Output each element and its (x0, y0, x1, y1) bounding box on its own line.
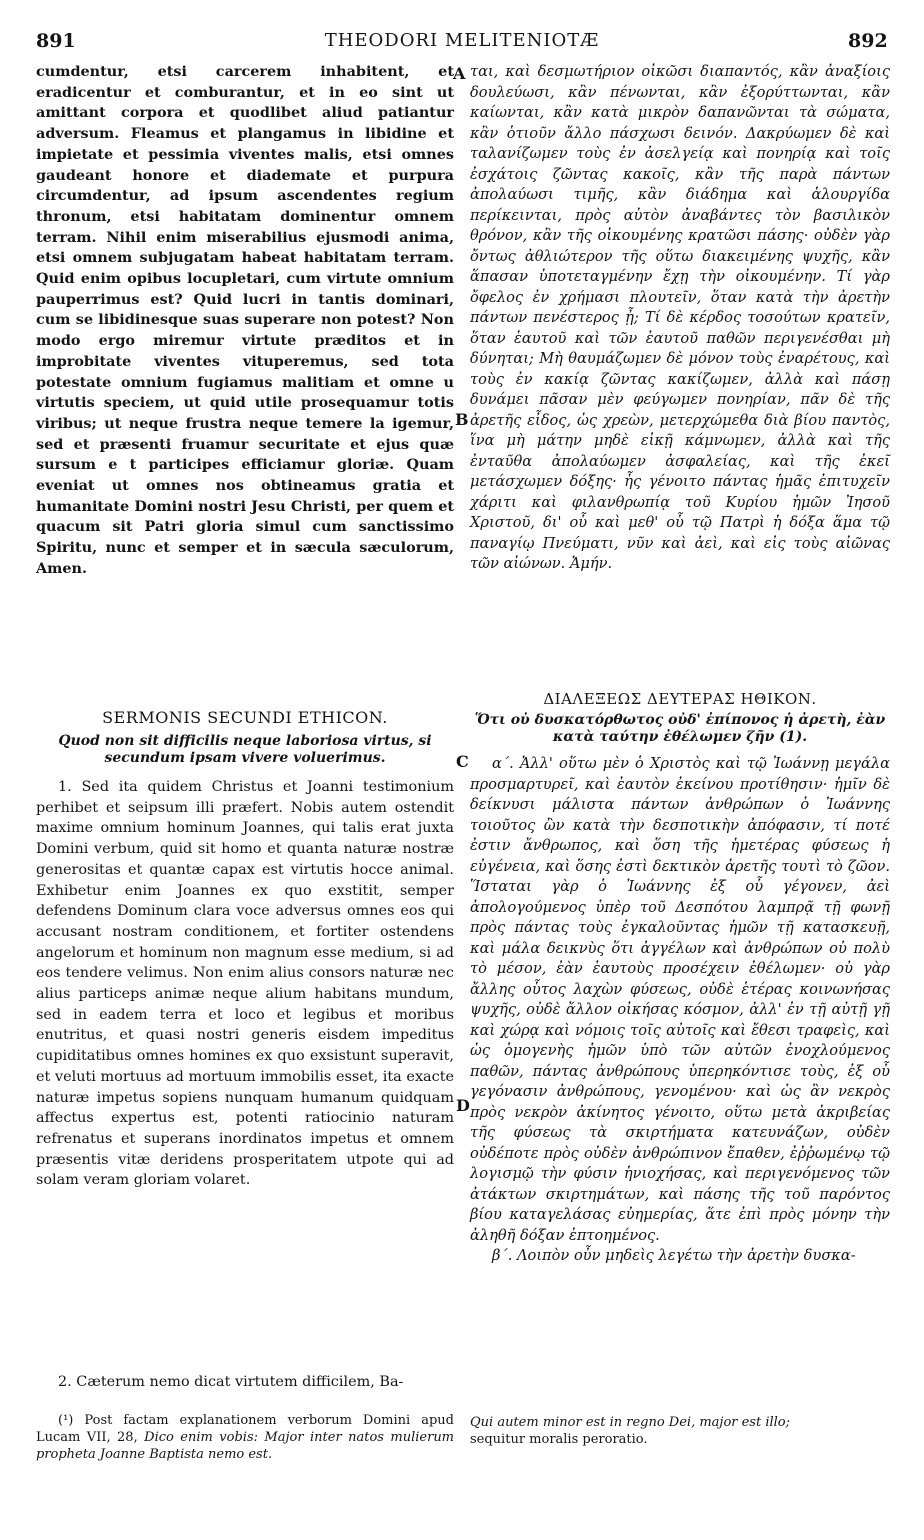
latin-paragraph-2: 2. Cæterum nemo dicat virtutem difficilem, Ba- (58, 1374, 404, 1390)
greek-paragraph-1: α΄. Ἀλλ' οὕτω μὲν ὁ Χριστὸς καὶ τῷ Ἰωάννῃ μεγάλα προσμαρτυρεῖ, καὶ ἑαυτὸν ἐκείνου προτίθησιν· ἡμῖν δὲ δείκνυσι μάλιστα πάντων ἀνθρώπων ὁ Ἰωάννης τοιοῦτος ὢν κατὰ τὴν δεσποτικὴν ἀπόφασιν, τί ποτέ ἐστιν ἄνθρωπος, καὶ ὅση τῆς ἡμετέρας φύσεως ἡ εὐγένεια, καὶ ὅσης ἐστὶ δεκτικὸν ἀρετῆς τουτὶ τὸ ζῶον. Ἵσταται γὰρ ὁ Ἰωάννης ἐξ οὗ γέγονεν, ἀεὶ ἀπολογούμενος ὑπὲρ τοῦ Δεσπότου λαμπρᾷ τῇ φωνῇ πρὸς πάντας τοὺς ἐγκαλοῦντας ἡμῶν τῇ κατασκευῇ, καὶ μάλα δεικνὺς ὅτι ἀγγέλων καὶ ἀνθρώπων οὐ πολὺ τὸ μέσον, ἐὰν ἑαυτοὺς προσέχειν ἐθέλωμεν· οὐ γὰρ ἄλλης οὗτος λαχὼν φύσεως, οὐδὲ ἑτέρας κοινωνήσας ψυχῆς, οὐδὲ ἄλλον οἰκήσας κόσμον, ἀλλ' ἐν τῇ αὐτῇ γῇ καὶ χώρᾳ καὶ νόμοις τοῖς αὐτοῖς καὶ ἔθεσι τραφεὶς, καὶ ὡς ὁμογενὴς ἡμῶν ὑπὸ τῶν αὐτῶν ἐνοχλούμενος παθῶν, πάντας ἀνθρώπους ὑπερηκόντισε τοὺς, ἐξ οὗ γεγόνασιν ἀνθρώπους, γενομένου· καὶ ὡς ἂν νεκρὸς πρὸς νεκρὸν ἀκίνητος γένοιτο, οὕτω μετὰ ἀκριβείας τῆς φύσεως τὰ σκιρτήματα κατευνάζων, οὐδὲν οὐδέποτε πρὸς οὐδὲν ἀνθρώπινον ἔπαθεν, ἐῤῥωμένῳ τῷ λογισμῷ τὴν φύσιν ἡνιοχήσας, καὶ περιγενόμενος τῶν ἀτάκτων σκιρτημάτων, καὶ πάσης τῆς τοῦ παρόντος βίου καταγελάσας εὐημερίας, ἅτε ἐπὶ πρὸς μόνην τὴν ἀληθῆ δόξαν ἐπτοημένος. (470, 755, 890, 1244)
greek-footnote-line-2: sequitur moralis peroratio. (470, 1432, 648, 1447)
marker-b: B (455, 410, 469, 429)
running-title: THEODORI MELITENIOTÆ (324, 30, 600, 51)
greek-section (470, 690, 890, 1267)
latin-footnote (36, 1412, 454, 1463)
marker-a: A (453, 64, 466, 83)
greek-section-title: ΔΙΑΛΕΞΕΩΣ ΔΕΥΤΕΡΑΣ ΗΘΙΚΟΝ. (543, 690, 817, 708)
latin-column-top (36, 62, 454, 580)
greek-paragraph-top: ται, καὶ δεσμωτήριον οἰκῶσι διαπαντός, κἂν ἀναξίοις δουλεύωσι, κἂν πένωνται, κἂν ἐξορύττωνται, κἂν καίωνται, κἂν κατὰ μικρὸν δαπανῶνται τὰ σώματα, κἂν ὁτιοῦν ἄλλο πάσχωσι δεινόν. Δακρύωμεν δὲ καὶ ταλανίζωμεν τοὺς ἐν ἀσελγείᾳ καὶ πονηρίᾳ καὶ τοῖς ἐσχάτοις ζῶντας κακοῖς, κἂν τῆς παρὰ πάντων ἀπολαύωσι τιμῆς, κἂν διάδημα καὶ ἁλουργίδα περίκεινται, πρὸς αὐτὸν ἀναβάντες τὸν βασιλικὸν θρόνον, κἂν τῆς οἰκουμένης κρατῶσι πάσης· οὐδὲν γὰρ ὄντως ἀθλιώτερον τῆς οὕτω διακειμένης ψυχῆς, κἂν ἅπασαν ὑποτεταγμένην ἔχῃ τὴν οἰκουμένην. Τί γὰρ ὄφελος ἐν χρήμασι πλουτεῖν, ὅταν κατὰ τὴν ἀρετὴν πάντων πενέστερος ᾖ; Τί δὲ κέρδος τοσούτων κρατεῖν, ὅταν ἑαυτοῦ καὶ τῶν ἑαυτοῦ παθῶν περιγενέσθαι μὴ δύνηται; Μὴ θαυμάζωμεν δὲ μόνον τοὺς ἐναρέτους, καὶ τοὺς ἐν κακίᾳ ζῶντας κακίζωμεν, ἀλλὰ καὶ πάσῃ δυνάμει πᾶσαν μὲν φεύγωμεν πονηρίαν, πᾶν δὲ τῆς ἀρετῆς εἶδος, ὡς χρεὼν, μετερχώμεθα διὰ βίου παντὸς, ἵνα μὴ μάτην μηδὲ εἰκῇ κάμνωμεν, ἀλλὰ καὶ τῆς ἐνταῦθα ἀπολαύωμεν ἀσφαλείας, καὶ τῆς ἐκεῖ μετάσχωμεν δόξης· ἧς γένοιτο πάντας ἡμᾶς ἐπιτυχεῖν χάριτι καὶ φιλανθρωπίᾳ τοῦ Κυρίου ἡμῶν Ἰησοῦ Χριστοῦ, δι' οὗ καὶ μεθ' οὗ τῷ Πατρὶ ἡ δόξα ἅμα τῷ παναγίῳ Πνεύματι, νῦν καὶ ἀεὶ, καὶ εἰς τοὺς αἰῶνας τῶν αἰώνων. Ἀμήν. (470, 63, 890, 572)
greek-section-subtitle: Ὅτι οὐ δυσκατόρθωτος οὐδ' ἐπίπονος ἡ ἀρετὴ, ἐὰν κατὰ ταύτην ἐθέλωμεν ζῆν (1). (474, 712, 886, 745)
marker-d: D (456, 1096, 470, 1115)
latin-section-subtitle: Quod non sit difficilis neque laboriosa virtus, si secundum ipsam vivere voluerimus. (58, 733, 432, 766)
greek-footnote-line-1: Qui autem minor est in regno Dei, major est illo; (470, 1415, 791, 1430)
page-number-right: 892 (848, 30, 888, 52)
latin-paragraph-1: 1. Sed ita quidem Christus et Joanni testimonium perhibet et seipsum illi præfert. Nobis autem ostendit maxime omnium hominum Joannes, qui talis erat juxta Domini verbum, quid sit homo et quanta naturæ nostræ generositas et quantæ capax est virtutis hocce animal. Exhibetur enim Joannes ex quo exstitit, semper defendens Dominum clara voce adversus omnes eos qui accusant nostram conditionem, et fortiter ostendens angelorum et hominum non magnum esse medium, si ad eos tendere velimus. Non enim alius consors naturæ nec alius particeps animæ neque alium habitans mundum, sed in eadem terra et loco et legibus et moribus enutritus, et quasi nostri generis eisdem impeditus cupiditatibus omnes homines ex quo exsistunt superavit, et veluti mortuus ad mortuum immobilis esset, ita exacte naturæ impetus sopiens nunquam humanum quidquam affectus expertus est, potenti ratiocinio naturam refrenatus et superans inordinatos impetus et omnem præsentis vitæ deridens prosperitatem utpote qui ad solam veram gloriam volaret. (36, 779, 454, 1189)
greek-footnote (470, 1414, 890, 1448)
greek-column-top (470, 62, 890, 575)
latin-section-title: SERMONIS SECUNDI ETHICON. (102, 708, 388, 727)
marker-c: C (456, 752, 469, 771)
latin-section (36, 708, 454, 1191)
greek-paragraph-2: β΄. Λοιπὸν οὖν μηδεὶς λεγέτω τὴν ἀρετὴν δυσκα- (492, 1247, 856, 1264)
page-number-left: 891 (36, 30, 76, 52)
latin-footnote-text: (¹) Post factam explanationem verborum Domini apud Lucam VII, 28, (36, 1413, 454, 1445)
latin-paragraph-top: cumdentur, etsi carcerem inhabitent, et eradicentur et comburantur, et in eo sint ut amittant corpora et quodlibet aliud patiantur adversum. Fleamus et plangamus in libidine et impietate et pessimia viventes malis, etsi omnes gaudeant honore et diademate et purpura circumdentur, ad ipsum ascendentes regium thronum, etsi habitatam dominentur omnem terram. Nihil enim miserabilius ejusmodi anima, etsi omnem subjugatam habeat habitatam terram. Quid enim opibus locupletari, cum virtute omnium pauperrimus est? Quid lucri in tantis dominari, cum se libidinesque suas superare non potest? Non modo ergo miremur virtute præditos et in improbitate viventes vituperemus, sed tota potestate omnium fugiamus malitiam et omne u virtutis speciem, ut quid utile prosequamur totis viribus; ut neque frustra neque temere la igemur, sed et præsenti fruamur securitate et ejus quæ sursum e t participes efficiamur gloriæ. Quam eveniat ut omnes nos obtineamus gratia et humanitate Domini nostri Jesu Christi, per quem et quacum sit Patri gloria simul cum sanctissimo Spiritu, nunc et semper et in sæcula sæculorum, Amen. (36, 63, 454, 577)
latin-paragraph-2-block (36, 1372, 454, 1393)
latin-footnote-quote: Dico enim vobis: Major inter natos mulierum propheta Joanne Baptista nemo est. (36, 1430, 455, 1462)
